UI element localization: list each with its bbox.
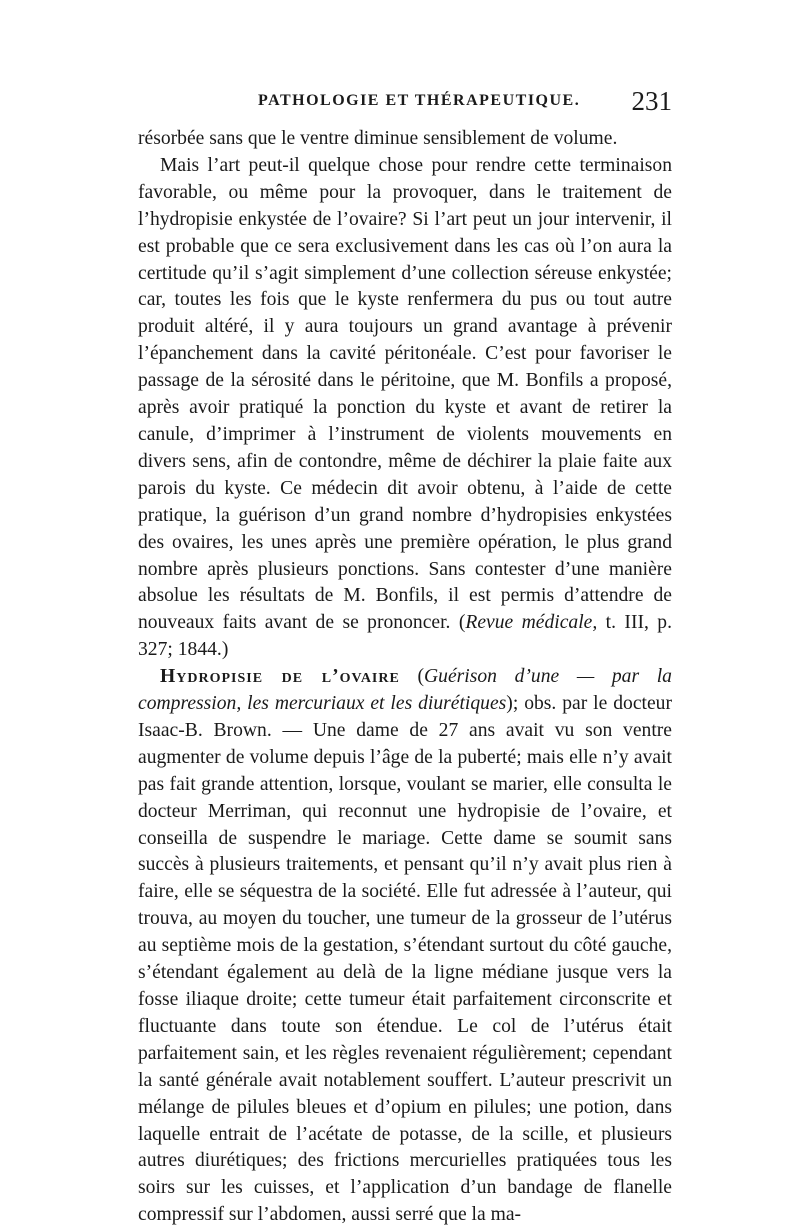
- paragraph-brown-case: [138, 664, 672, 1229]
- heading-open-paren: (: [399, 666, 424, 688]
- running-title: PATHOLOGIE ET THÉRAPEUTIQUE.: [258, 92, 581, 109]
- paragraph-continuation: [138, 126, 672, 153]
- paragraph-continuation-text: résorbée sans que le ventre diminue sensiblement de volume.: [138, 128, 618, 149]
- body-text: [138, 126, 672, 1229]
- paragraph-bonfils-text: Mais l’art peut-il quelque chose pour rendre cette terminaison favorable, ou même pour la provoquer, dans le traitement de l’hydropisie enkystée de l’ovaire? Si l’art peut un jour intervenir, il est probable que ce sera exclusivement dans les cas où l’on aura la certitude qu’il s’agit simplement d’une collection séreuse enkystée; car, toutes les fois que le kyste renfermera du pus ou tout autre produit altéré, il y aura toujours un grand avantage à prévenir l’épanchement dans la cavité péritonéale. C’est pour favoriser le passage de la sérosité dans le péritoine, que M. Bonfils a proposé, après avoir pratiqué la ponction du kyste et avant de retirer la canule, d’imprimer à l’instrument de violents mouvements en divers sens, afin de contondre, même de déchirer la plaie faite aux parois du kyste. Ce médecin dit avoir obtenu, à l’aide de cette pratique, la guérison d’un grand nombre d’hydropisies enkystées des ovaires, les unes après une première opération, le plus grand nombre après plusieurs ponctions. Sans contester d’une manière absolue les résultats de M. Bonfils, il est permis d’attendre de nouveaux faits avant de se prononcer. (: [138, 154, 672, 634]
- paragraph-brown-case-text: ); obs. par le docteur Isaac-B. Brown. — Une dame de 27 ans avait vu son ventre augmenter de volume depuis l’âge de la puberté; mais elle n’y avait pas fait grande attention, lorsque, voulant se marier, elle consulta le docteur Merriman, qui reconnut une hydropisie de l’ovaire, et conseilla de suspendre le mariage. Cette dame se soumit sans succès à plusieurs traitements, et pensant qu’il n’y avait plus rien à faire, elle se séquestra de la société. Elle fut adressée à l’auteur, qui trouva, au moyen du toucher, une tumeur de la grosseur de l’utérus au septième mois de la gestation, s’étendant surtout du côté gauche, s’étendant également au delà de la ligne médiane jusque vers la fosse iliaque droite; cette tumeur était parfaitement circonscrite et fluctuante dans toute son étendue. Le col de l’utérus était parfaitement sain, et les règles revenaient régulièrement; cependant la santé générale avait notablement souffert. L’auteur prescrivit un mélange de pilules bleues et d’opium en pilules; une potion, dans laquelle entrait de l’acétate de potasse, de la scille, et plusieurs autres diurétiques; des frictions mercurielles pratiquées tous les soirs sur les cuisses, et l’application d’un bandage de flanelle compressif sur l’abdomen, aussi serré que la ma-: [138, 693, 672, 1226]
- paragraph-bonfils: [138, 153, 672, 664]
- section-heading: Hydropisie de l’ovaire: [160, 666, 400, 688]
- reference-title: Revue médicale,: [465, 612, 598, 634]
- page-number: 231: [631, 86, 672, 116]
- page-header: [138, 86, 672, 126]
- reference-details: t. III, p. 327; 1844.): [138, 612, 672, 661]
- book-page: [138, 86, 672, 1229]
- heading-subtitle: Guérison d’une — par la compression, les mercuriaux et les diurétiques: [138, 666, 672, 715]
